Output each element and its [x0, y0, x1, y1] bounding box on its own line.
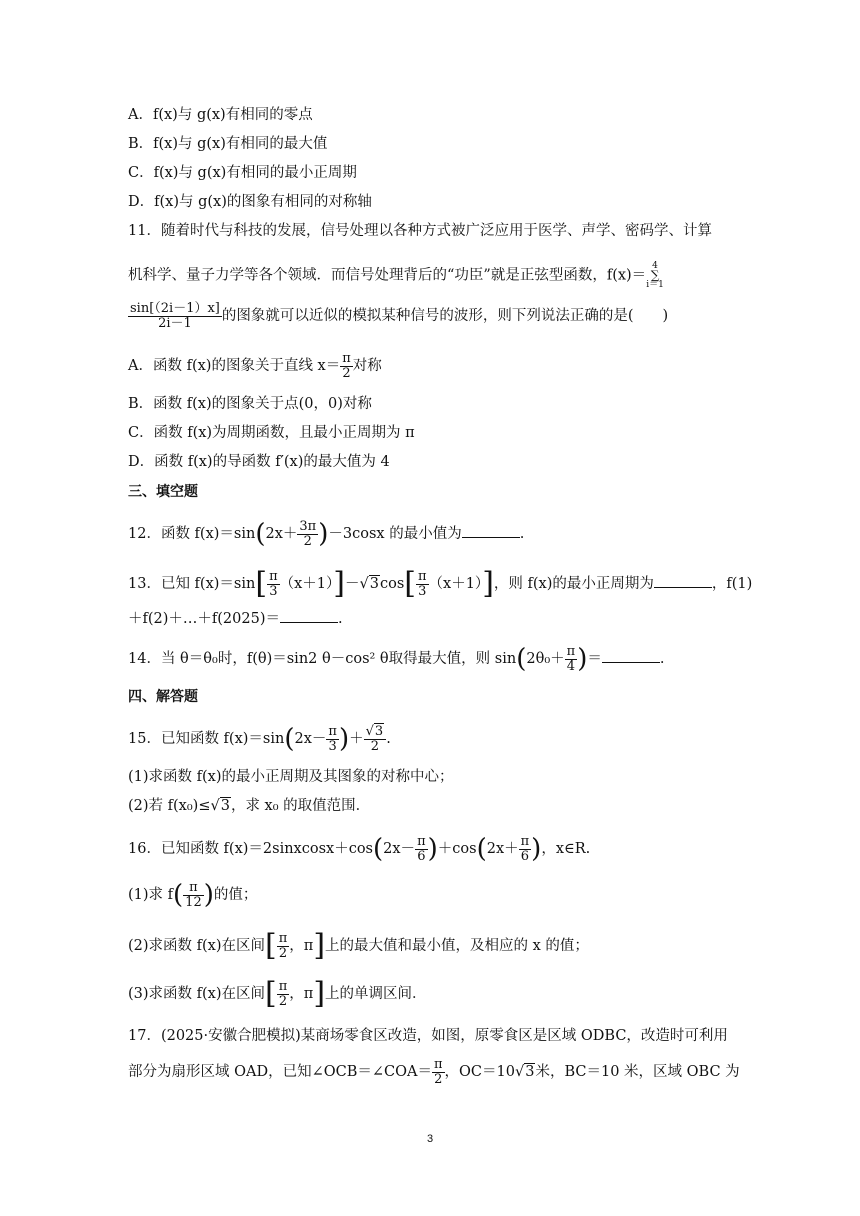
q15-p2-pre: (2)若 f(x₀)≤: [128, 798, 211, 814]
bracket-close-2: ]: [482, 566, 494, 601]
q11-line2: [128, 262, 664, 289]
q11-line3: [128, 302, 668, 330]
q11-opt-a-post: 对称: [352, 358, 382, 375]
q16-post: ，x∈R.: [541, 841, 591, 858]
q13-post2: ，f(1): [711, 576, 753, 592]
q16-p2-post: 上的最大值和最小值，及相应的 x 的值；: [325, 938, 589, 954]
paren-close: ): [577, 644, 588, 675]
q13-pre: 13．已知 f(x)＝sin: [128, 576, 256, 592]
q17-frac-num: π: [433, 1057, 443, 1072]
q13-inner-2: （x＋1）: [428, 576, 483, 592]
paren-close: ): [318, 519, 329, 550]
q11-frac-num: sin[（2i－1）x]: [130, 301, 220, 316]
bracket-close: ]: [313, 976, 326, 1011]
paren-close-2: ): [531, 834, 542, 865]
q14-post: ＝: [587, 651, 602, 668]
q15-pre: 15．已知函数 f(x)＝sin: [128, 731, 285, 748]
paren-open: (: [255, 519, 266, 550]
q13-frac2-num: π: [417, 568, 427, 584]
q15-inner: 2x－: [294, 731, 327, 748]
bracket-open: [: [255, 566, 268, 601]
q13-frac2-den: 3: [418, 583, 427, 599]
option-b: B．f(x)与 g(x)有相同的最大值: [128, 136, 328, 152]
q11-opt-a-pre: A．函数 f(x)的图象关于直线 x＝: [128, 358, 341, 375]
q15-sqrt-den: 2: [370, 738, 380, 754]
q13-line2: ＋f(2)＋…＋f(2025)＝ .: [128, 608, 343, 630]
q16-part2: [128, 928, 589, 963]
q15-sqrt-val: 3: [374, 724, 384, 739]
q16-p3-pre: (3)求函数 f(x)在区间: [128, 986, 266, 1002]
q16-mid: ＋cos: [437, 841, 477, 858]
q11-option-d: D．函数 f(x)的导函数 f′(x)的最大值为 4: [128, 454, 390, 470]
section-heading-fill-in: 三、填空题: [128, 484, 198, 500]
paren-open: (: [516, 644, 527, 675]
q14-pre: 14．当 θ＝θ₀时，f(θ)＝sin2 θ－cos² θ取得最大值，则 sin: [128, 651, 517, 668]
q12-frac-num: 3π: [299, 519, 317, 534]
q11-option-a: [128, 352, 382, 380]
q14: 14．当 θ＝θ₀时，f(θ)＝sin2 θ－cos² θ取得最大值，则 sin(2θ₀＋ $\frac{\pi}{4}$ )＝ .: [128, 644, 665, 675]
summation-sign: [646, 262, 664, 289]
q13-post: ，则 f(x)的最小正周期为: [493, 576, 654, 592]
q15-p2-post: ，求 x₀ 的取值范围．: [230, 798, 371, 814]
q16-p2-num: π: [278, 930, 288, 946]
option-d: D．f(x)与 g(x)的图象有相同的对称轴: [128, 194, 372, 210]
q17-frac-den: 2: [434, 1071, 443, 1087]
sigma-glyph: ∑: [650, 268, 660, 283]
q11-line1: 11．随着时代与科技的发展，信号处理以各种方式被广泛应用于医学、声学、密码学、计算: [128, 223, 712, 239]
paren-open: (: [373, 834, 384, 865]
option-c: C．f(x)与 g(x)有相同的最小正周期: [128, 165, 357, 181]
section-heading-answers: 四、解答题: [128, 689, 198, 705]
q16-f2-den: 6: [520, 848, 530, 864]
q11-frac-den: 2i－1: [158, 315, 192, 331]
q17-line2: 部分为扇形区域 OAD，已知∠OCB＝∠COA＝ $\frac{\pi}{2}$ ，OC＝10√3米，BC＝10 米，区域 OBC 为: [128, 1057, 740, 1087]
q17-fraction: [432, 1058, 445, 1086]
q15-sqrt-fraction: [364, 725, 387, 753]
q16-p1-num: π: [183, 881, 204, 896]
answer-blank: [602, 648, 660, 663]
q16: [128, 835, 590, 863]
q16-p3-den: 2: [278, 993, 288, 1009]
pi-num: π: [342, 351, 351, 366]
q11-line3-text: 的图象就可以近似的模拟某种信号的波形，则下列说法正确的是( ): [221, 308, 669, 325]
q15-frac-den: 3: [328, 738, 337, 754]
q16-p2-end: ，π: [289, 938, 314, 954]
q12: 12．函数 f(x)＝sin(2x＋ $\frac{3\pi}{2}$ )－3cosx 的最小值为 .: [128, 519, 525, 550]
q17-l2-mid: ，OC＝10: [444, 1064, 515, 1081]
q15-fraction: [326, 725, 339, 753]
q16-p1-post: 的值；: [213, 887, 258, 904]
paren-open-2: (: [476, 834, 487, 865]
option-a: A．f(x)与 g(x)有相同的零点: [128, 107, 313, 123]
paren-close: ): [427, 834, 438, 865]
q16-p3-num: π: [278, 978, 288, 994]
q12-pre: 12．函数 f(x)＝sin: [128, 526, 256, 543]
q11-option-c: C．函数 f(x)为周期函数，且最小正周期为 π: [128, 425, 415, 441]
q14-fraction: [565, 645, 578, 673]
page-number: 3: [426, 1133, 434, 1145]
q13-line1: 13．已知 f(x)＝sin[ $\frac{\pi}{3}$ （x＋1）]－√3cos[ $\frac{\pi}{3}$ （x＋1）]，则 f(x)的最小正周期为 ，f(1): [128, 566, 753, 601]
q13-line2-text: ＋f(2)＋…＋f(2025)＝: [128, 611, 280, 627]
q15-sqrt-num: √3: [364, 725, 387, 740]
q11-option-b: B．函数 f(x)的图象关于点(0，0)对称: [128, 396, 372, 412]
q16-f2-num: π: [520, 834, 530, 849]
q16-p2-pre: (2)求函数 f(x)在区间: [128, 938, 266, 954]
q13-sqrt: 3: [369, 576, 379, 592]
q11-line2-text: 机科学、量子力学等各个领域．而信号处理背后的“功臣”就是正弦型函数，f(x)＝: [128, 267, 647, 284]
paren-open: (: [173, 880, 184, 911]
q15-frac-num: π: [328, 724, 337, 739]
q16-p1-pre: (1)求 f: [128, 887, 174, 904]
q17-l2-pre: 部分为扇形区域 OAD，已知∠OCB＝∠COA＝: [128, 1064, 432, 1081]
q16-f1-den: 6: [417, 848, 426, 864]
bracket-close: ]: [313, 928, 326, 963]
q16-part3: [128, 976, 427, 1011]
q17-sqrt: 3: [525, 1064, 535, 1081]
paren-open: (: [284, 724, 295, 755]
bracket-open: [: [265, 976, 277, 1011]
paren-close: ): [338, 724, 350, 755]
q16-fraction-1: [415, 835, 428, 863]
q13-inner-1: （x＋1）: [279, 576, 334, 592]
q12-frac-den: 2: [303, 533, 312, 549]
q16-p1-den: 12: [185, 894, 202, 910]
q11-fraction: [128, 302, 222, 330]
pi-over-2: [340, 352, 353, 380]
sum-lower: i＝1: [646, 279, 664, 290]
q16-p3-post: 上的单调区间．: [325, 986, 427, 1002]
bracket-open-2: [: [404, 566, 416, 601]
sum-upper: 4: [652, 261, 658, 271]
q16-inner1: 2x－: [383, 841, 416, 858]
q16-p2-fraction: [277, 932, 290, 960]
q15-part1: (1)求函数 f(x)的最小正周期及其图象的对称中心；: [128, 769, 454, 785]
q15-part2: (2)若 f(x₀)≤√3，求 x₀ 的取值范围．: [128, 798, 371, 814]
answer-blank-1: [654, 573, 712, 588]
q17-line1: 17．(2025·安徽合肥模拟)某商场零食区改造，如图，原零食区是区域 ODBC，改造时可利用: [128, 1028, 728, 1044]
q16-part1: [128, 881, 257, 909]
q16-inner2: 2x＋: [486, 841, 519, 858]
q12-post: －3cosx 的最小值为: [328, 526, 462, 543]
q16-p3-end: ，π: [289, 986, 314, 1002]
q14-frac-num: π: [566, 644, 576, 659]
q16-pre: 16．已知函数 f(x)＝2sinxcosx＋cos: [128, 841, 373, 858]
q13-cos: cos: [379, 576, 405, 592]
answer-blank: [462, 523, 520, 538]
q16-p1-fraction: [183, 881, 204, 909]
q14-inner: 2θ₀＋: [526, 651, 565, 668]
q16-fraction-2: [519, 835, 532, 863]
bracket-open: [: [265, 928, 277, 963]
q14-frac-den: 4: [566, 658, 576, 674]
q13-fraction-2: [416, 570, 429, 598]
den-2: 2: [342, 365, 351, 381]
q16-p2-den: 2: [278, 945, 288, 961]
q13-minus: －: [344, 576, 360, 592]
q13-fraction-1: [267, 570, 280, 598]
paren-close: ): [203, 880, 214, 911]
bracket-close: ]: [333, 566, 345, 601]
q13-frac-den: 3: [269, 583, 278, 599]
q13-frac-num: π: [269, 568, 278, 584]
q15-plus: ＋: [349, 731, 364, 748]
q16-p3-fraction: [277, 980, 290, 1008]
answer-blank-2: [280, 608, 338, 623]
q15-p2-sqrt: 3: [220, 798, 230, 814]
q16-f1-num: π: [417, 834, 426, 849]
q17-l2-post: 米，BC＝10 米，区域 OBC 为: [535, 1064, 740, 1081]
q12-fraction: [297, 520, 318, 548]
q15: 15．已知函数 f(x)＝sin(2x－ $\frac{\pi}{3}$ )＋ $\frac{√3}{2}$ .: [128, 724, 391, 755]
q12-inner: 2x＋: [265, 526, 298, 543]
